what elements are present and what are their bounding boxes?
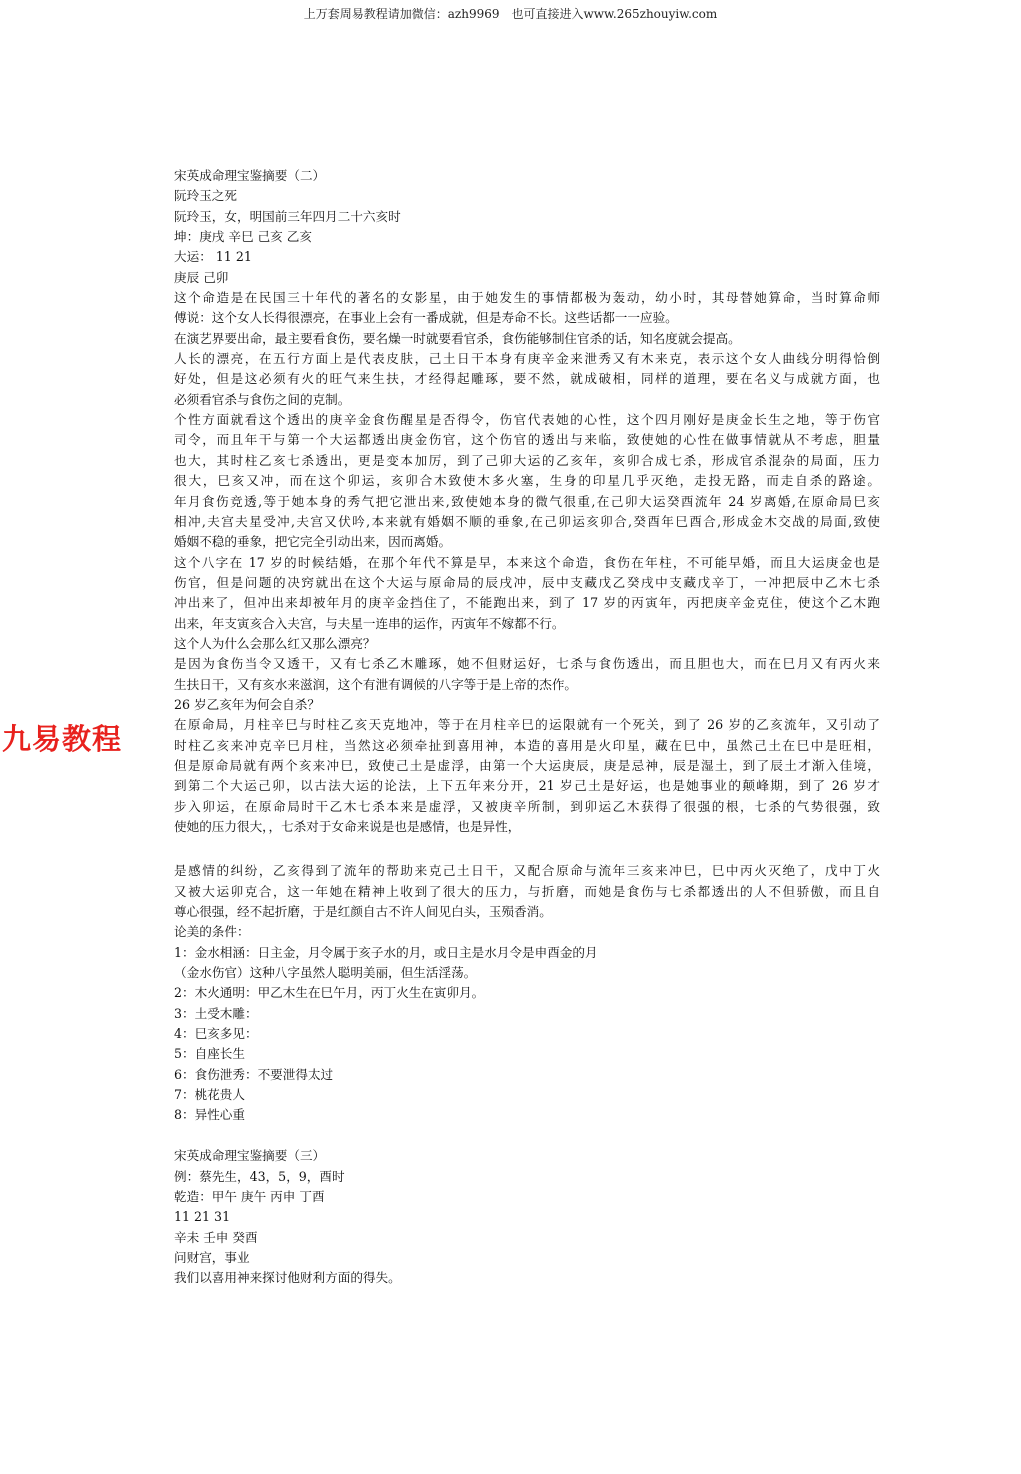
text-line: 例：蔡先生，43，5，9，酉时 (174, 1168, 345, 1184)
text-line: 冲出来了，但冲出来却被年月的庚辛金挡住了，不能跑出来，到了 17 岁的丙寅年，丙把庚辛金克住，使这个乙木跑 (174, 595, 880, 611)
text-line: 是因为食伤当令又透干，又有七杀乙木雕琢，她不但财运好，七杀与食伤透出，而且胆也大，而在巳月又有丙火来 (174, 656, 880, 672)
paragraph-gap (174, 1126, 880, 1146)
text-line: 坤：庚戌 辛巳 己亥 乙亥 (174, 229, 312, 245)
text-line: 傅说：这个女人长得很漂亮，在事业上会有一番成就，但是寿命不长。这些话都一一应验。 (174, 310, 678, 326)
text-line: 我们以喜用神来探讨他财利方面的得失。 (174, 1270, 401, 1286)
text-line: 宋英成命理宝鉴摘要（三） (174, 1148, 326, 1164)
text-line: 26 岁乙亥年为何会自杀？ (174, 696, 320, 712)
text-line: 1：金水相涵：日主金，月令属于亥子水的月，或日主是水月令是申酉金的月 (174, 944, 598, 960)
text-line: 在演艺界要出命，最主要看食伤，要名燥一时就要看官杀，食伤能够制住官杀的话，知名度就会提高。 (174, 330, 741, 346)
text-line: 生扶日干，又有亥水来滋润，这个有泄有调候的八字等于是上帝的杰作。 (174, 676, 577, 692)
text-line: 庚辰 己卯 (174, 269, 229, 285)
text-line: 论美的条件： (174, 924, 250, 940)
text-line: 尊心很强，经不起折磨，于是红颜自古不许人间见白头，玉殒香消。 (174, 904, 552, 920)
text-line: 4：巳亥多见： (174, 1026, 258, 1042)
text-line: 11 21 31 (174, 1209, 231, 1225)
text-line: 宋英成命理宝鉴摘要（二） (174, 168, 326, 183)
text-line: 好处，但是这必须有火的旺气来生扶，才经得起雕琢，要不然，就成破相，同样的道理，要在名义与成就方面，也 (174, 371, 880, 387)
section-part-three (174, 1146, 880, 1288)
text-line: （金水伤官）这种八字虽然人聪明美丽，但生活淫荡。 (174, 965, 477, 981)
text-line: 5：自座长生 (174, 1046, 245, 1062)
text-line: 婚姻不稳的垂象，把它完全引动出来，因而离婚。 (174, 534, 452, 550)
text-line: 很大，巳亥又冲，而在这个卯运，亥卯合木致使木多火塞，生身的印星几乎灭绝，走投无路，而走自杀的路途。 (174, 473, 880, 489)
text-line: 但是原命局就有两个亥来冲巳，致使己土是虚浮，由第一个大运庚辰，庚是忌神，辰是湿土，到了辰土才渐入佳境， (174, 757, 880, 773)
text-line: 乾造：甲午 庚午 丙申 丁酉 (174, 1188, 325, 1204)
text-line: 时柱乙亥来冲克辛巳月柱，当然这必须牵扯到喜用神，本造的喜用是火印星，藏在巳中，虽然己土在巳中是旺相， (174, 737, 880, 753)
page-header: 上万套周易教程请加微信：azh9969 也可直接进入www.265zhouyiw.com (303, 7, 718, 21)
text-line: 出来，年支寅亥合入夫宫，与夫星一连串的运作，丙寅年不嫁都不行。 (174, 615, 565, 631)
text-line: 阮玲玉，女，明国前三年四月二十六亥时 (174, 208, 401, 224)
text-line: 年月食伤竞透,等于她本身的秀气把它泄出来,致使她本身的微气很重,在己卯大运癸酉流年 24 岁离婚,在原命局巳亥 (174, 493, 880, 509)
text-line: 3：土受木雕： (174, 1005, 258, 1021)
text-line: 到第二个大运己卯，以古法大运的论法，上下五年来分开，21 岁己土是好运，也是她事业的颠峰期，到了 26 岁才 (174, 778, 880, 794)
paragraph-gap (174, 837, 880, 861)
text-line: 2：木火通明：甲乙木生在巳午月，丙丁火生在寅卯月。 (174, 985, 485, 1001)
text-line: 辛未 壬申 癸酉 (174, 1229, 258, 1245)
text-line: 7：桃花贵人 (174, 1087, 245, 1103)
text-line: 8：异性心重 (174, 1107, 245, 1123)
section-ruan-lingyu (174, 166, 880, 837)
text-line: 阮玲玉之死 (174, 188, 237, 204)
text-line: 伤官，但是问题的决窍就出在这个大运与原命局的辰戌冲，辰中支藏戊乙癸戌中支藏戊辛丁，一冲把辰中乙木七杀 (174, 574, 880, 590)
text-line: 在原命局，月柱辛巳与时柱乙亥天克地冲，等于在月柱辛巳的运限就有一个死关，到了 26 岁的乙亥流年，又引动了 (174, 717, 880, 733)
text-line: 司令，而且年干与第一个大运都透出庚金伤官，这个伤官的透出与来临，致使她的心性在做事情就从不考虑，胆量 (174, 432, 880, 448)
text-line: 人长的漂亮，在五行方面上是代表皮肤，己土日干本身有庚辛金来泄秀又有木来克，表示这个女人曲线分明得恰倒 (174, 351, 880, 367)
text-line: 个性方面就看这个透出的庚辛金食伤醒星是否得令，伤官代表她的心性，这个四月刚好是庚金长生之地，等于伤官 (174, 412, 880, 428)
text-line: 这个人为什么会那么红又那么漂亮？ (174, 635, 376, 651)
text-line: 这个八字在 17 岁的时候结婚，在那个年代不算是早，本来这个命造，食伤在年柱，不可能早婚，而且大运庚金也是 (174, 554, 880, 570)
text-line: 6：食伤泄秀：不要泄得太过 (174, 1066, 334, 1082)
section-beauty-conditions (174, 861, 880, 1125)
text-line: 问财宫，事业 (174, 1249, 250, 1265)
text-line: 大运： 11 21 (174, 249, 252, 265)
watermark-logo: 九易教程 (2, 722, 123, 756)
text-line: 相冲,夫宫夫星受冲,夫宫又伏吟,本来就有婚姻不顺的垂象,在己卯运亥卯合,癸酉年巳酉合,形成金木交战的局面,致使 (174, 513, 880, 529)
text-line: 也大，其时柱乙亥七杀透出，更是变本加厉，到了己卯大运的乙亥年，亥卯合成七杀，形成官杀混杂的局面，压力 (174, 452, 880, 468)
document-body (174, 166, 880, 1289)
text-line: 使她的压力很大，，七杀对于女命来说是也是感情，也是异性， (174, 819, 521, 834)
text-line: 必须看官杀与食伤之间的克制。 (174, 391, 351, 407)
text-line: 这个命造是在民国三十年代的著名的女影星，由于她发生的事情都极为轰动，幼小时，其母替她算命，当时算命师 (174, 290, 880, 306)
text-line: 是感情的纠纷，乙亥得到了流年的帮助来克己土日干，又配合原命与流年三亥来冲巳，巳中丙火灭绝了，戊中丁火 (174, 863, 880, 879)
text-line: 又被大运卯克合，这一年她在精神上收到了很大的压力，与折磨，而她是食伤与七杀都透出的人不但骄傲，而且自 (174, 883, 880, 899)
text-line: 步入卯运，在原命局时干乙木七杀本来是虚浮，又被庚辛所制，到卯运乙木获得了很强的根，七杀的气势很强，致 (174, 798, 880, 814)
